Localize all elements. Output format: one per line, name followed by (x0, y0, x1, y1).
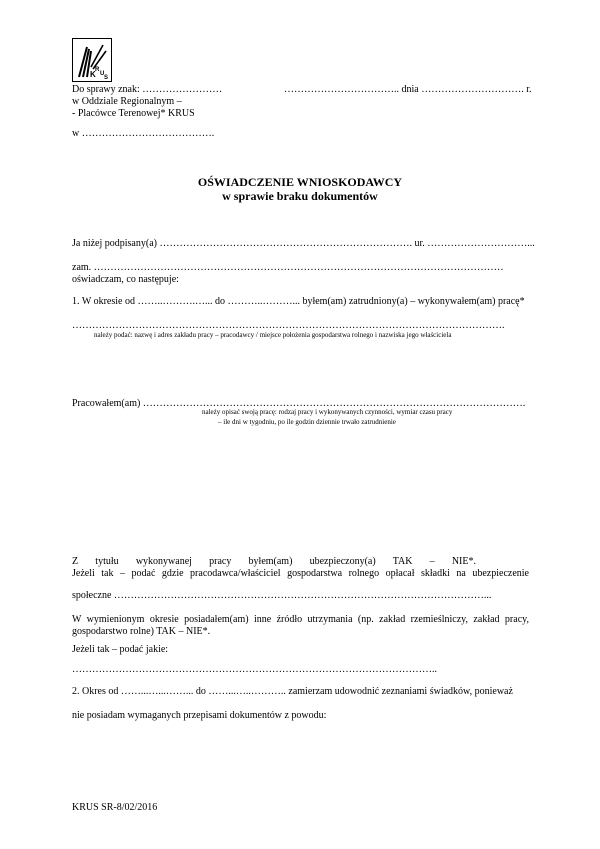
social-insurance-line: społeczne …………………………………………………………………………………………………... (72, 590, 492, 601)
other-income-line-2: gospodarstwo rolne) TAK – NIE*. (72, 626, 211, 637)
other-income-line-1: W wymienionym okresie posiadałem(am) inne źródło utrzymania (np. zakład rzemieślniczy, zakład pracy, (72, 614, 529, 625)
other-income-dots-line: ……………………………………………………………………………………………….. (72, 664, 437, 675)
work-description-note-1: należy opisać swoją pracę: rodzaj pracy i wykonywanych czynności, wymiar czasu pracy (202, 408, 453, 416)
department-line-1: w Oddziale Regionalnym – (72, 96, 182, 107)
declare-line: oświadczam, co następuje: (72, 274, 179, 285)
document-subtitle: w sprawie braku dokumentów (222, 189, 378, 203)
svg-text:S: S (104, 75, 109, 80)
workplace-dots-line: …………………………………………………………………………………………………………………. (72, 320, 505, 331)
place-line: w …………………………………. (72, 128, 215, 139)
if-yes-line: Jeżeli tak – podać gdzie pracodawca/właściciel gospodarstwa rolnego opłacał składki na ubezpieczenie (72, 568, 529, 579)
period-2-line: 2. Okres od ……...…...……... do ……...…..……….. zamierzam udowodnić zeznaniami świadków, ponieważ (72, 686, 513, 697)
case-number-line: Do sprawy znak: …………………… (72, 84, 223, 95)
address-line: zam. …………………………………………………………………………………………………………… (72, 262, 504, 273)
worked-line: Pracowałem(am) ……………………………………………………………………………………………………. (72, 398, 526, 409)
period-1-line: 1. W okresie od ……..……….…... do ………..………... byłem(am) zatrudniony(a) – wykonywałem(am) pracę* (72, 296, 525, 307)
svg-text:R: R (95, 67, 100, 73)
insured-line: Z tytułu wykonywanej pracy byłem(am) ubezpieczony(a) TAK – NIE*. (72, 556, 476, 567)
department-line-2: - Placówce Terenowej* KRUS (72, 108, 195, 119)
no-documents-line: nie posiadam wymaganych przepisami dokumentów z powodu: (72, 710, 327, 721)
workplace-note: należy podać: nazwę i adres zakładu pracy – pracodawcy / miejsce położenia gospodarstwa rolnego i nazwiska jego właściciela (94, 331, 452, 339)
date-line: …………………………….. dnia …………………………. r. (284, 84, 532, 95)
if-yes-what-line: Jeżeli tak – podać jakie: (72, 644, 169, 655)
name-line: Ja niżej podpisany(a) …………………………………………………………………. ur. …………………………... (72, 238, 535, 249)
form-code: KRUS SR-8/02/2016 (72, 802, 158, 813)
svg-text:K: K (90, 70, 96, 79)
svg-text:U: U (100, 71, 105, 77)
work-description-note-2: – ile dni w tygodniu, po ile godzin dziennie trwało zatrudnienie (218, 418, 396, 426)
document-title: OŚWIADCZENIE WNIOSKODAWCY (197, 175, 403, 189)
krus-logo (72, 38, 112, 82)
krus-emblem-icon (73, 39, 110, 80)
